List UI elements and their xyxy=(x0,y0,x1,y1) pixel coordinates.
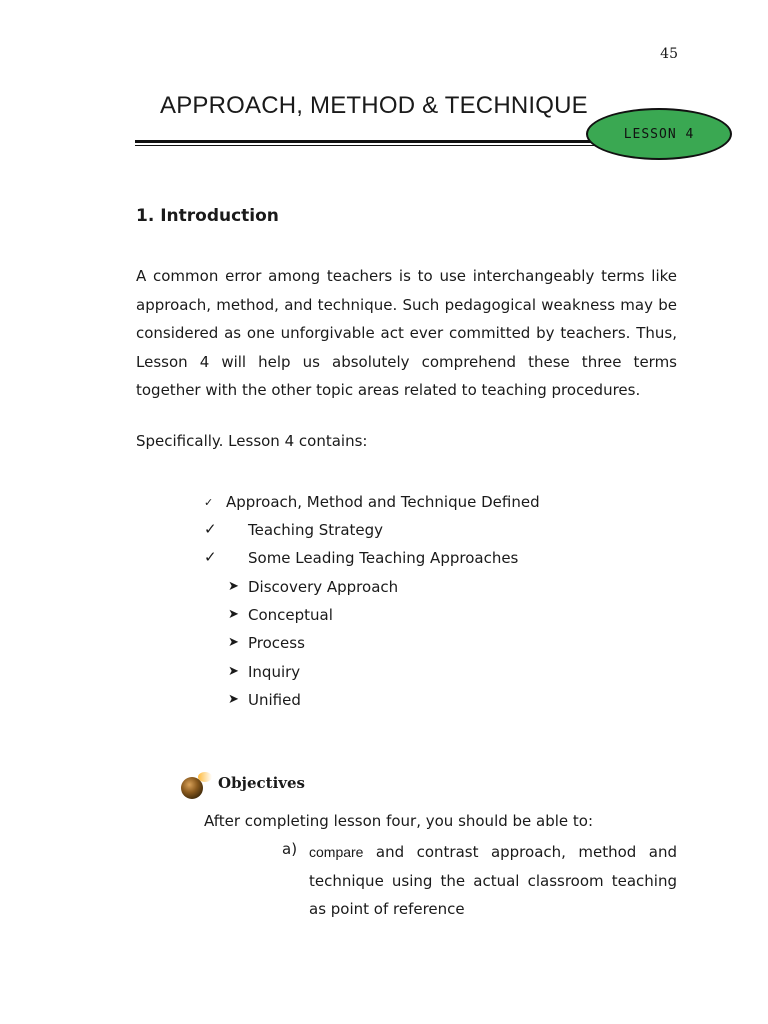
arrow-bullet-icon: ➤ xyxy=(228,664,239,679)
objectives-intro: After completing lesson four, you should be able to: xyxy=(204,812,594,830)
list-item-label: Inquiry xyxy=(248,663,301,681)
list-item-label: Approach, Method and Technique Defined xyxy=(226,493,540,511)
orb-spark-decoration xyxy=(198,772,212,782)
list-item-label: Some Leading Teaching Approaches xyxy=(248,549,519,567)
arrow-bullet-icon: ➤ xyxy=(228,579,239,594)
page-number: 45 xyxy=(660,46,678,62)
page-title: APPROACH, METHOD & TECHNIQUE xyxy=(160,92,588,119)
title-rule-thick xyxy=(135,140,605,143)
list-item-label: Conceptual xyxy=(248,606,333,624)
objectives-heading: Objectives xyxy=(218,774,305,792)
intro-paragraph: A common error among teachers is to use interchangeably terms like approach, method, and technique. Such pedagogical weakness may be considered as one unforgivable act ever committed by teachers. Thus, Lesson 4 will help us absolutely comprehend these three terms together with the other topic areas related to teaching procedures. xyxy=(136,267,677,399)
list-item-label: Unified xyxy=(248,691,301,709)
checkmark-icon: ✓ xyxy=(204,496,214,509)
section-heading: 1. Introduction xyxy=(136,206,279,226)
lesson-badge: LESSON 4 xyxy=(586,108,732,160)
list-item-label: Process xyxy=(248,634,305,652)
objective-first-word: compare xyxy=(309,844,364,860)
objective-letter: a) xyxy=(282,840,298,858)
arrow-bullet-icon: ➤ xyxy=(228,607,239,622)
title-rule-thin xyxy=(135,145,605,146)
checkmark-icon: ✓ xyxy=(204,520,217,538)
contents-intro: Specifically. Lesson 4 contains: xyxy=(136,432,368,450)
objective-text xyxy=(309,838,677,924)
list-item-label: Discovery Approach xyxy=(248,578,399,596)
arrow-bullet-icon: ➤ xyxy=(228,692,239,707)
checkmark-icon: ✓ xyxy=(204,548,217,566)
objective-rest: and contrast approach, method and technique using the actual classroom teaching as point of reference xyxy=(309,843,677,918)
arrow-bullet-icon: ➤ xyxy=(228,635,239,650)
list-item-label: Teaching Strategy xyxy=(248,521,384,539)
